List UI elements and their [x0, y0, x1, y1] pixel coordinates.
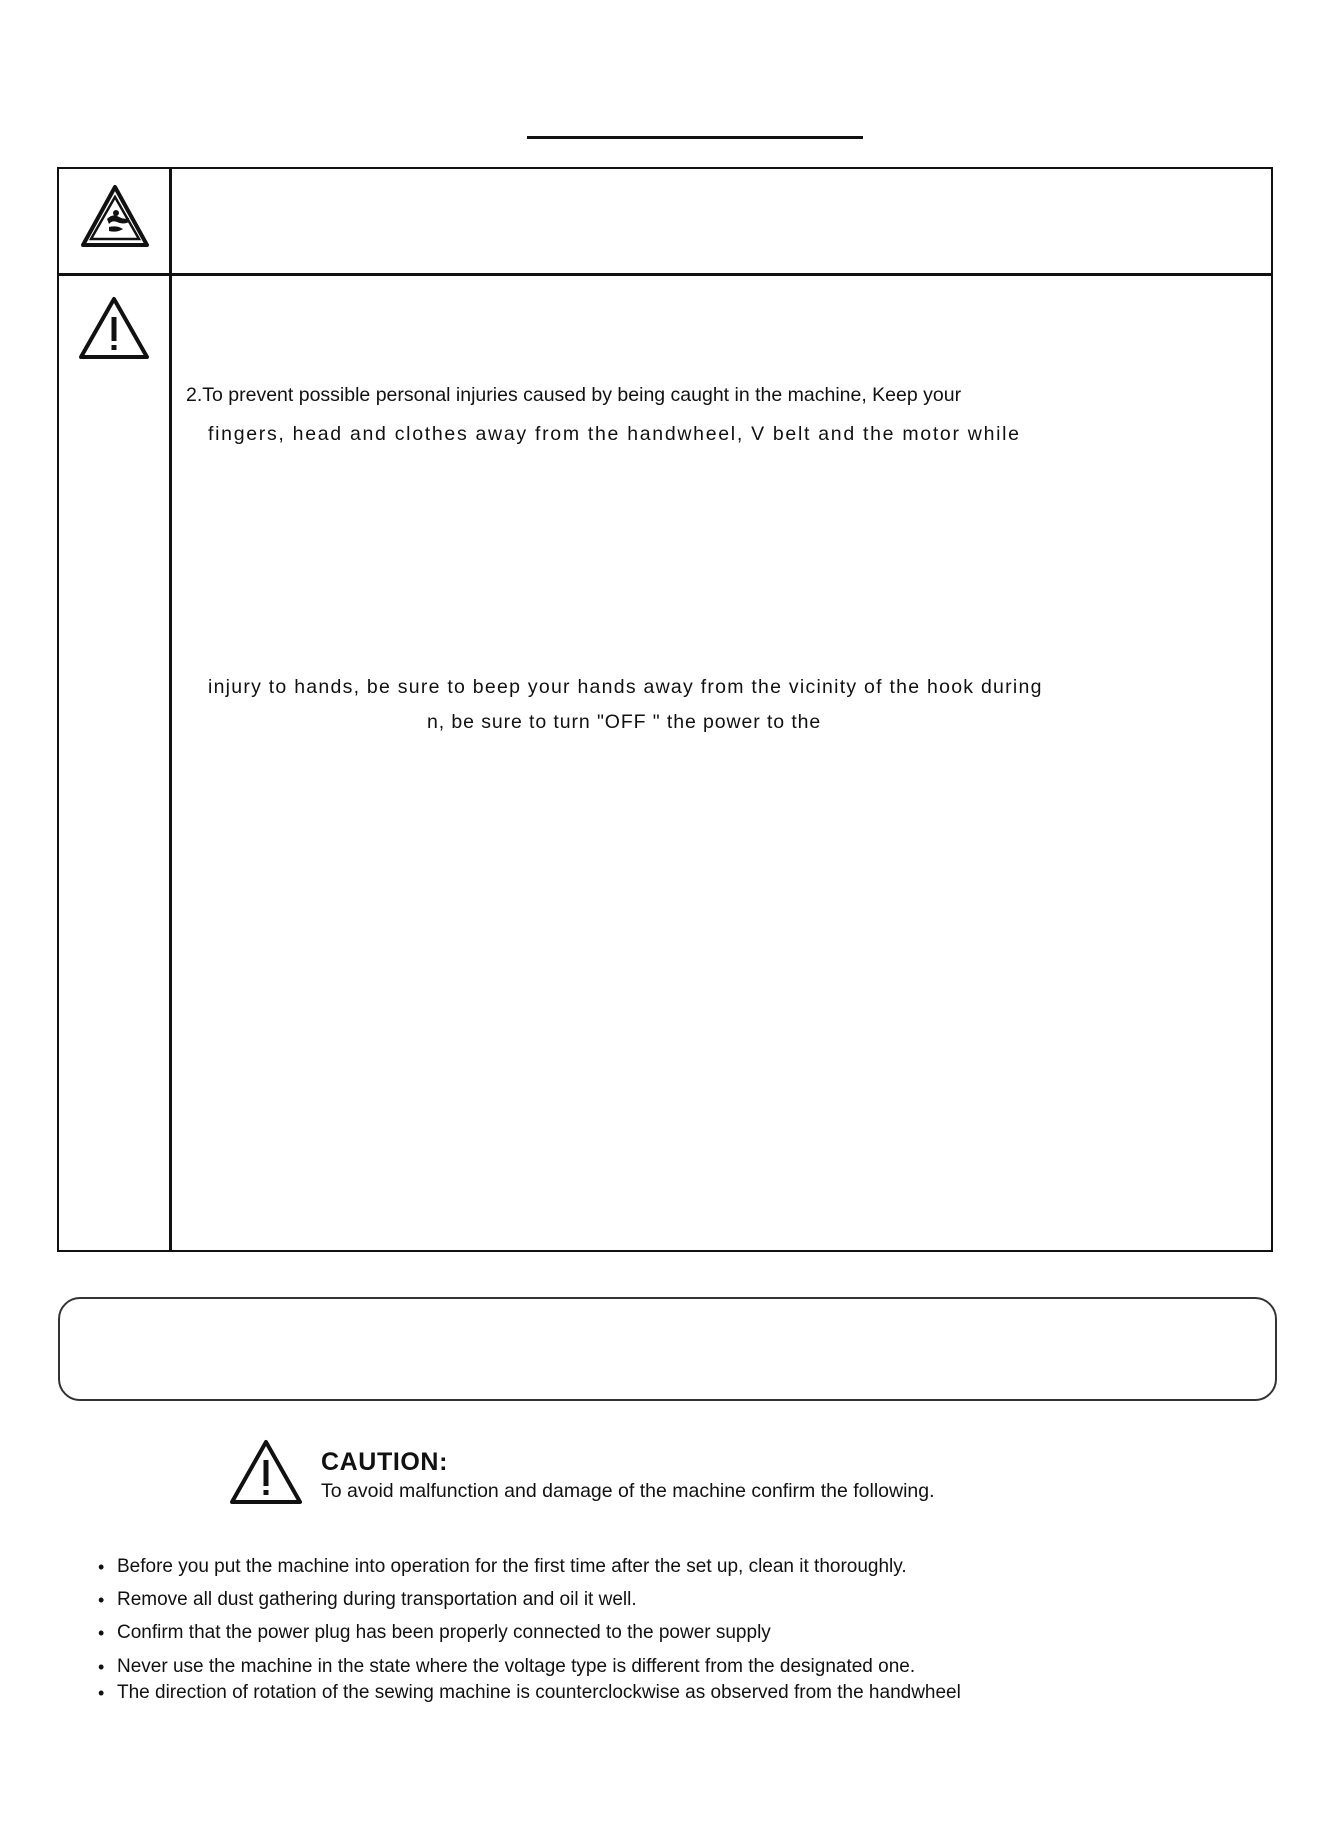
safety-warning-table — [57, 167, 1273, 1252]
notice-box — [58, 1297, 1277, 1401]
warning-triangle-icon — [77, 295, 151, 361]
list-item: • The direction of rotation of the sewing machine is counterclockwise as observed from the handwheel — [98, 1681, 961, 1705]
hand-injury-warning-icon — [79, 183, 151, 249]
warning-line-1: 2.To prevent possible personal injuries caused by being caught in the machine, Keep your — [186, 384, 962, 406]
warning-line-4: n, be sure to turn "OFF " the power to the — [427, 711, 822, 733]
table-row-divider — [59, 273, 1271, 276]
caution-bullet-list — [98, 1555, 961, 1705]
list-item: • Remove all dust gathering during transportation and oil it well. — [98, 1588, 961, 1612]
caution-triangle-icon — [228, 1438, 304, 1511]
list-item: • Never use the machine in the state where the voltage type is different from the designated one. — [98, 1655, 961, 1679]
icon-column-divider — [169, 169, 172, 1250]
caution-title: CAUTION: — [321, 1448, 449, 1476]
list-item: • Before you put the machine into operation for the first time after the set up, clean it thoroughly. — [98, 1555, 961, 1579]
warning-line-3: injury to hands, be sure to beep your hands away from the vicinity of the hook during — [208, 676, 1043, 698]
title-underline — [527, 136, 863, 139]
caution-text: To avoid malfunction and damage of the machine confirm the following. — [321, 1480, 935, 1502]
warning-line-2: fingers, head and clothes away from the handwheel, V belt and the motor while — [208, 423, 1021, 445]
list-item: • Confirm that the power plug has been properly connected to the power supply — [98, 1621, 961, 1645]
